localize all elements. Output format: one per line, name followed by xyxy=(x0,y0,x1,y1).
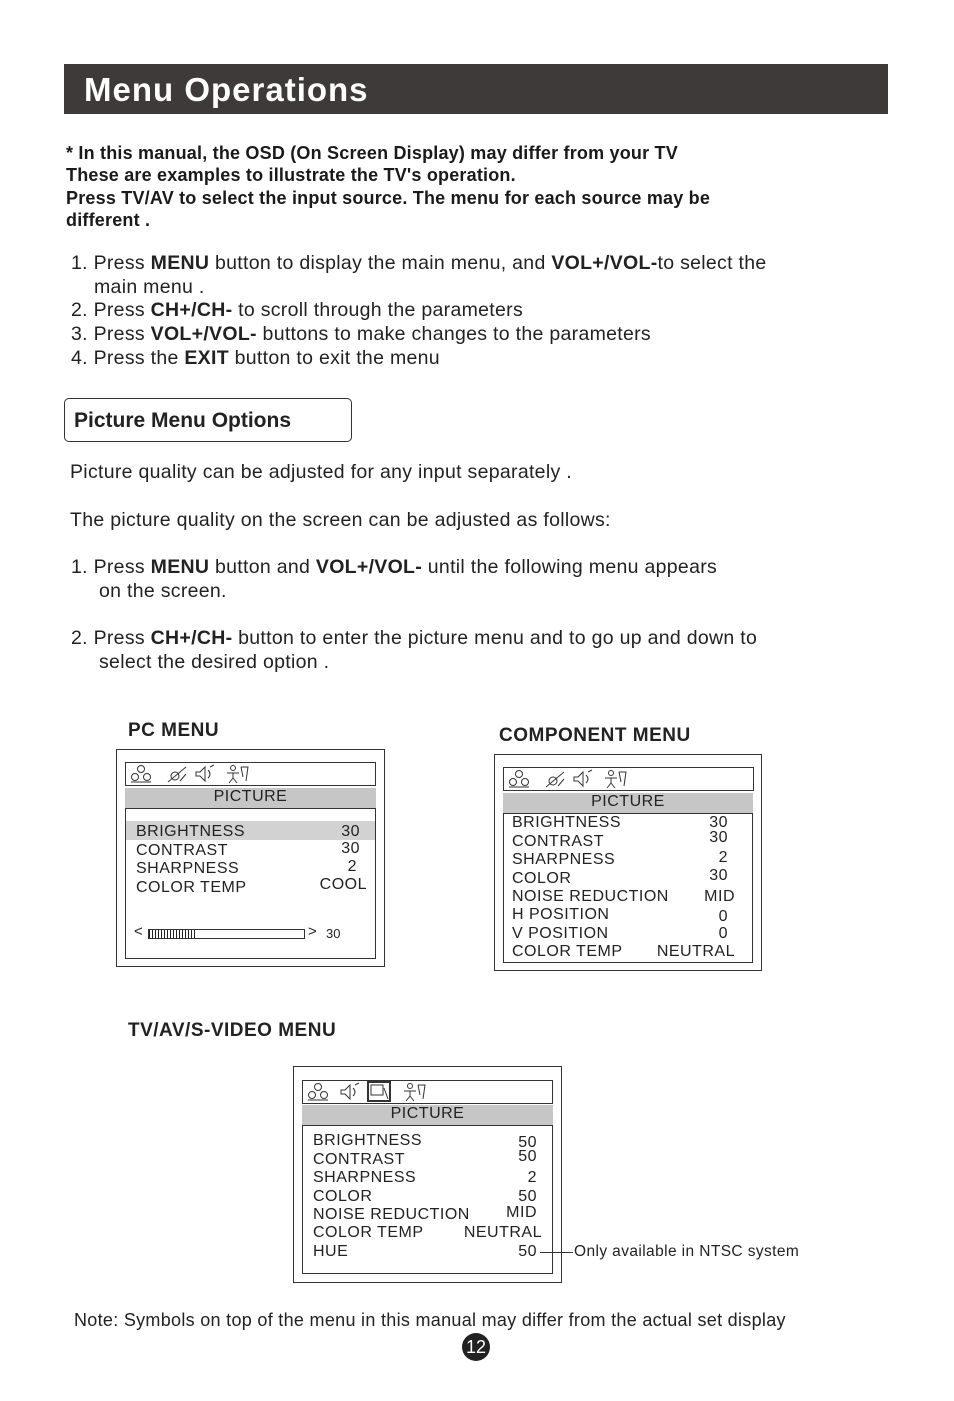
step-2: 2. Press CH+/CH- to scroll through the parameters xyxy=(71,299,524,321)
vol-key: VOL+/VOL- xyxy=(150,323,257,345)
tv-menu-label: TV/AV/S-VIDEO MENU xyxy=(128,1020,337,1041)
slider-value: 30 xyxy=(326,926,341,941)
arrow-left-icon[interactable]: < xyxy=(134,923,143,940)
step-1: 1. Press MENU button to display the main menu, and VOL+/VOL-to select the xyxy=(71,252,767,274)
tv-menu-header: PICTURE xyxy=(302,1105,553,1125)
section-title: Picture Menu Options xyxy=(74,409,292,432)
slider-fill xyxy=(149,930,196,938)
component-menu-osd xyxy=(494,754,762,971)
list-item[interactable]: BRIGHTNESS 50 xyxy=(313,1132,537,1151)
function-icon xyxy=(604,769,628,789)
intro-line-4: different . xyxy=(66,210,151,230)
ch-key: CH+/CH- xyxy=(150,627,233,649)
picture-icon xyxy=(307,1082,329,1102)
menu-key: MENU xyxy=(150,556,210,578)
intro-line-2: These are examples to illustrate the TV's operation. xyxy=(66,165,516,185)
picture-step-2: 2. Press CH+/CH- button to enter the picture menu and to go up and down to xyxy=(71,627,758,649)
tv-menu-list xyxy=(302,1125,553,1274)
list-item[interactable]: BRIGHTNESS 30 xyxy=(512,814,728,831)
list-item[interactable]: V POSITION 0 xyxy=(512,925,728,942)
tv-menu-osd xyxy=(293,1066,562,1283)
component-menu-label: COMPONENT MENU xyxy=(499,725,691,746)
menu-key: MENU xyxy=(150,252,210,274)
pc-menu-label: PC MENU xyxy=(128,720,220,741)
sound-icon xyxy=(339,1082,361,1102)
vol-key: VOL+/VOL- xyxy=(315,556,423,578)
component-menu-list xyxy=(503,813,753,963)
channel-icon xyxy=(367,1081,391,1103)
picture-para-1: Picture quality can be adjusted for any input separately . xyxy=(70,461,572,483)
list-item[interactable]: SHARPNESS 2 xyxy=(136,858,357,877)
pc-menu-osd xyxy=(116,749,385,967)
ch-key: CH+/CH- xyxy=(150,299,233,321)
ntsc-note: Only available in NTSC system xyxy=(574,1243,800,1260)
picture-step-2-cont: select the desired option . xyxy=(99,651,330,673)
list-item[interactable]: HUE 50 xyxy=(313,1243,537,1260)
sound-icon xyxy=(194,764,216,784)
list-item[interactable]: H POSITION 0 xyxy=(512,906,728,925)
exit-key: EXIT xyxy=(184,347,229,369)
picture-icon xyxy=(508,769,530,789)
value-slider[interactable] xyxy=(134,923,366,942)
page-number: 12 xyxy=(462,1333,490,1361)
pc-menu-header: PICTURE xyxy=(125,788,376,808)
picture-icon xyxy=(130,764,152,784)
slider-track xyxy=(148,929,305,939)
callout-line xyxy=(540,1252,573,1253)
picture-para-2: The picture quality on the screen can be adjusted as follows: xyxy=(70,509,611,531)
footer-note: Note: Symbols on top of the menu in this manual may differ from the actual set display xyxy=(74,1310,786,1330)
arrow-right-icon[interactable]: > xyxy=(308,923,317,940)
function-icon xyxy=(226,764,250,784)
vol-key: VOL+/VOL- xyxy=(551,252,658,274)
list-item[interactable]: CONTRAST 30 xyxy=(136,840,360,859)
intro-line-1: * In this manual, the OSD (On Screen Display) may differ from your TV xyxy=(66,143,678,163)
pc-menu-list xyxy=(125,808,376,959)
title-bar xyxy=(64,64,888,114)
section-heading-box xyxy=(64,398,352,442)
step-4: 4. Press the EXIT button to exit the menu xyxy=(71,347,440,369)
list-item[interactable]: CONTRAST 50 xyxy=(313,1148,537,1168)
step-1-cont: main menu . xyxy=(94,276,205,298)
function-icon xyxy=(403,1082,427,1102)
page-title: Menu Operations xyxy=(84,71,369,108)
list-item[interactable]: COLOR TEMP COOL xyxy=(136,876,367,896)
screen-adjust-icon xyxy=(544,769,566,789)
list-item[interactable]: COLOR TEMP NEUTRAL xyxy=(313,1224,542,1241)
tv-menu-icon-bar xyxy=(302,1080,553,1104)
component-menu-header: PICTURE xyxy=(503,793,753,813)
intro-line-3: Press TV/AV to select the input source. The menu for each source may be xyxy=(66,188,711,208)
list-item[interactable]: COLOR 50 xyxy=(313,1188,537,1205)
step-3: 3. Press VOL+/VOL- buttons to make changes to the parameters xyxy=(71,323,651,345)
list-item[interactable]: NOISE REDUCTION MID xyxy=(313,1204,537,1223)
list-item[interactable]: SHARPNESS 2 xyxy=(313,1169,537,1186)
list-item[interactable]: NOISE REDUCTION MID xyxy=(512,888,735,905)
list-item[interactable]: SHARPNESS 2 xyxy=(512,849,728,868)
screen-adjust-icon xyxy=(166,764,188,784)
sound-icon xyxy=(572,769,594,789)
list-item[interactable]: CONTRAST 30 xyxy=(512,829,728,850)
list-item[interactable]: COLOR 30 xyxy=(512,867,728,887)
list-item[interactable]: BRIGHTNESS 30 xyxy=(136,823,360,840)
pc-menu-icon-bar xyxy=(125,762,376,786)
picture-step-1-cont: on the screen. xyxy=(99,580,227,602)
picture-step-1: 1. Press MENU button and VOL+/VOL- until the following menu appears xyxy=(71,556,718,578)
component-menu-icon-bar xyxy=(503,767,754,791)
list-item[interactable]: COLOR TEMP NEUTRAL xyxy=(512,943,735,960)
